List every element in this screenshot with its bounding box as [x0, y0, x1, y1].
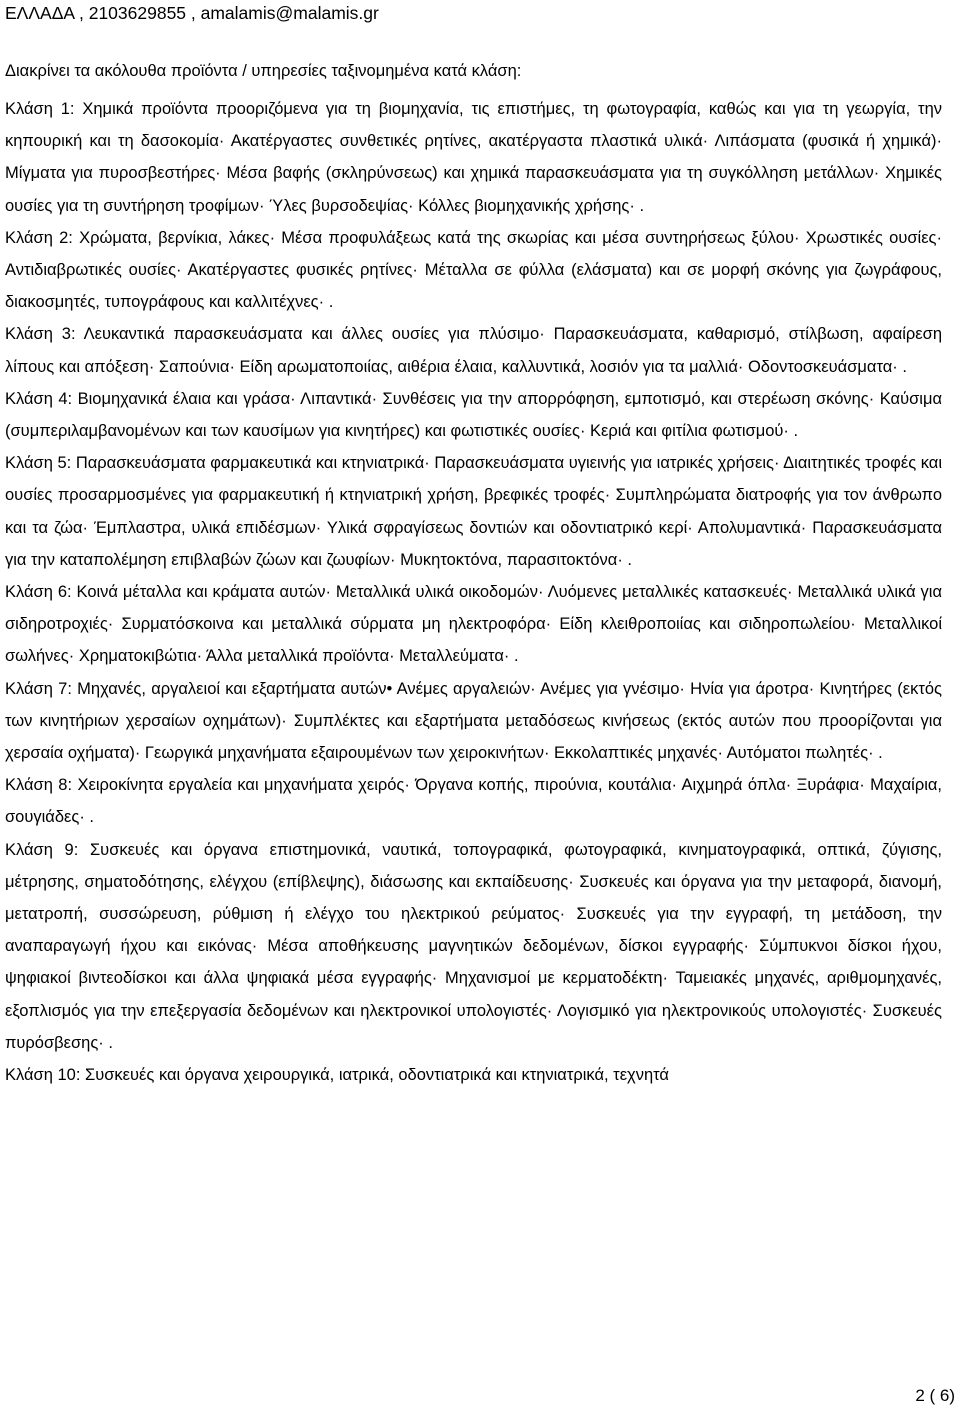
- class-8-text: Κλάση 8: Χειροκίνητα εργαλεία και μηχανήματα χειρός· Όργανα κοπής, πιρούνια, κουτάλια· Αιχμηρά όπλα· Ξυράφια· Μαχαίρια, σουγιάδες· .: [5, 776, 942, 827]
- page-number: 2 ( 6): [915, 1386, 955, 1405]
- intro-text: Διακρίνει τα ακόλουθα προϊόντα / υπηρεσίες ταξινομημένα κατά κλάση:: [5, 62, 522, 80]
- class-6-text: Κλάση 6: Κοινά μέταλλα και κράματα αυτών· Μεταλλικά υλικά οικοδομών· Λυόμενες μεταλλικές κατασκευές· Μεταλλικά υλικά για σιδηροτροχιές· Συρματόσκοινα και μεταλλικά σύρματα μη ηλεκτροφόρα· Είδη κλειθροποιίας και σιδηροπωλείου· Μεταλλικοί σωλήνες· Χρηματοκιβώτια· Άλλα μεταλλικά προϊόντα· Μεταλλεύματα· .: [5, 583, 942, 666]
- class-9-text: Κλάση 9: Συσκευές και όργανα επιστημονικά, ναυτικά, τοπογραφικά, φωτογραφικά, κινηματογραφικά, οπτικά, ζύγισης, μέτρησης, σηματοδότησης, ελέγχου (επίβλεψης), διάσωσης και εκπαίδευσης· Συσκευές και όργανα για την μεταφορά, διανομή, μετατροπή, συσσώρευση, ρύθμιση ή ελέγχο του ηλεκτρικού ρεύματος· Συσκευές για την εγγραφή, τη μετάδοση, την αναπαραγωγή ήχου και εικόνας· Μέσα αποθήκευσης μαγνητικών δεδομένων, δίσκοι εγγραφής· Σύμπυκνοι δίσκοι ήχου, ψηφιακοί βιντεοδίσκοι και άλλα ψηφιακά μέσα εγγραφής· Μηχανισμοί με κερματοδέκτη· Ταμειακές μηχανές, αριθμομηχανές, εξοπλισμός για την επεξεργασία δεδομένων και ηλεκτρονικοί υπολογιστές· Λογισμικό για ηλεκτρονικούς υπολογιστές· Συσκευές πυρόσβεσης· .: [5, 840, 942, 1052]
- class-10-text: Κλάση 10: Συσκευές και όργανα χειρουργικά, ιατρικά, οδοντιατρικά και κτηνιατρικά, τεχνητά: [5, 1066, 669, 1085]
- class-list: [5, 93, 942, 1091]
- contact-header: ΕΛΛΑΔΑ , 2103629855 , amalamis@malamis.gr: [5, 3, 379, 23]
- class-4-text: Κλάση 4: Βιομηχανικά έλαια και γράσα· Λιπαντικά· Συνθέσεις για την απορρόφηση, εμποτισμό, και στερέωση σκόνης· Καύσιμα (συμπεριλαμβανομένων και των καυσίμων για κινητήρες) και φωτιστικές ουσίες· Κεριά και φιτίλια φωτισμού· .: [5, 389, 942, 441]
- class-1-text: Κλάση 1: Χημικά προϊόντα προοριζόμενα για τη βιομηχανία, τις επιστήμες, τη φωτογραφία, καθώς και για τη γεωργία, την κηπουρική και τη δασοκομία· Ακατέργαστες συνθετικές ρητίνες, ακατέργαστα πλαστικά υλικά· Λιπάσματα (φυσικά ή χημικά)· Μίγματα για πυροσβεστήρες· Μέσα βαφής (σκληρύνσεως) και χημικά παρασκευάσματα για τη συγκόλληση μετάλλων· Χημικές ουσίες για τη συντήρηση τροφίμων· Ύλες βυρσοδεψίας· Κόλλες βιομηχανικής χρήσης· .: [5, 100, 942, 215]
- class-2-text: Κλάση 2: Χρώματα, βερνίκια, λάκες· Μέσα προφυλάξεως κατά της σκωρίας και μέσα συντηρήσεως ξύλου· Χρωστικές ουσίες· Αντιδιαβρωτικές ουσίες· Ακατέργαστες φυσικές ρητίνες· Μέταλλα σε φύλλα (ελάσματα) και σε μορφή σκόνης για ζωγράφους, διακοσμητές, τυπογράφους και καλλιτέχνες· .: [5, 228, 942, 312]
- class-3-text: Κλάση 3: Λευκαντικά παρασκευάσματα και άλλες ουσίες για πλύσιμο· Παρασκευάσματα, καθαρισμό, στίλβωση, αφαίρεση λίπους και απόξεση· Σαπούνια· Είδη αρωματοποιίας, αιθέρια έλαια, καλλυντικά, λοσιόν για τα μαλλιά· Οδοντοσκευάσματα· .: [5, 325, 942, 376]
- class-7-text: Κλάση 7: Μηχανές, αργαλειοί και εξαρτήματα αυτών• Ανέμες αργαλειών· Ανέμες για γνέσιμο· Ηνία για άροτρα· Κινητήρες (εκτός των κινητήριων χερσαίων οχημάτων)· Συμπλέκτες και εξαρτήματα μεταδόσεως κινήσεως (εκτός αυτών που προορίζονται για χερσαία οχήματα)· Γεωργικά μηχανήματα εξαιρουμένων των χειροκινήτων· Εκκολαπτικές μηχανές· Αυτόματοι πωλητές· .: [5, 679, 942, 763]
- class-5-text: Κλάση 5: Παρασκευάσματα φαρμακευτικά και κτηνιατρικά· Παρασκευάσματα υγιεινής για ιατρικές χρήσεις· Διαιτητικές τροφές και ουσίες προσαρμοσμένες για φαρμακευτική ή κτηνιατρική χρήση, βρεφικές τροφές· Συμπληρώματα διατροφής για τον άνθρωπο και τα ζώα· Έμπλαστρα, υλικά επιδέσμων· Υλικά σφραγίσεως δοντιών και οδοντιατρικό κερί· Απολυμαντικά· Παρασκευάσματα για την καταπολέμηση επιβλαβών ζώων και ζωυφίων· Μυκητοκτόνα, παρασιτοκτόνα· .: [5, 454, 942, 569]
